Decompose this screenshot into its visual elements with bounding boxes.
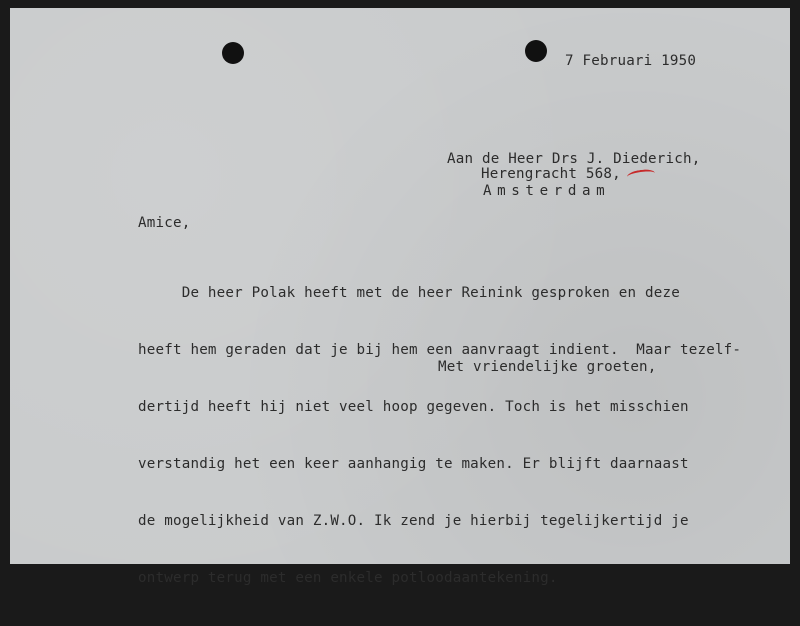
letter-body bbox=[138, 246, 741, 626]
recipient-line-2: Herengracht 568, bbox=[481, 166, 621, 182]
closing: Met vriendelijke groeten, bbox=[438, 359, 657, 375]
body-line: De heer Polak heeft met de heer Reinink gesproken en deze bbox=[138, 285, 680, 301]
body-line: verstandig het een keer aanhangig te maken. Er blijft daarnaast bbox=[138, 456, 689, 472]
letter-page bbox=[10, 8, 790, 586]
letter-date: 7 Februari 1950 bbox=[565, 53, 697, 69]
body-line: ontwerp terug met een enkele potloodaantekening. bbox=[138, 570, 558, 586]
body-line: dertijd heeft hij niet veel hoop gegeven. Toch is het misschien bbox=[138, 399, 689, 415]
body-line: de mogelijkheid van Z.W.O. Ik zend je hierbij tegelijkertijd je bbox=[138, 513, 689, 529]
recipient-line-1: Aan de Heer Drs J. Diederich, bbox=[447, 151, 701, 167]
red-pencil-mark bbox=[626, 168, 655, 182]
punch-hole-left bbox=[222, 42, 244, 64]
recipient-line-3: Amsterdam bbox=[483, 183, 611, 199]
salutation: Amice, bbox=[138, 215, 191, 231]
body-line: heeft hem geraden dat je bij hem een aanvraagt indient. Maar tezelf- bbox=[138, 342, 742, 358]
punch-hole-right bbox=[525, 40, 547, 62]
